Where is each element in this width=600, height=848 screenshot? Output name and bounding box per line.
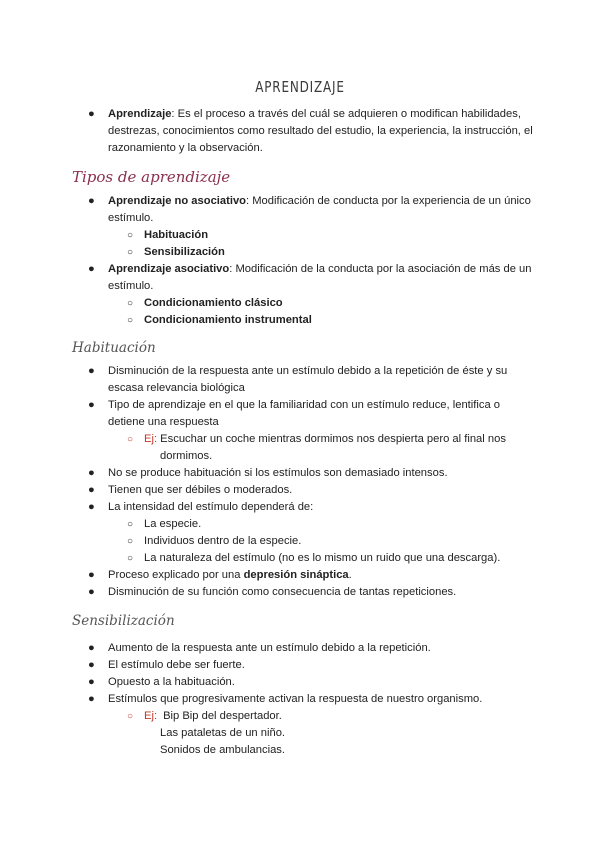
text: Proceso explicado por una [108,569,244,581]
list-item: Aumento de la respuesta ante un estímulo debido a la repetición. [108,642,431,654]
sub-bullet: ○ [127,434,134,445]
list-item: Disminución de su función como consecuencia de tantas repeticiones. [108,586,457,598]
example-text: Bip Bip del despertador. [163,710,282,722]
term: depresión sináptica [243,569,349,581]
example-label: Ej: [144,433,158,445]
example-text: Escuchar un coche mientras dormimos nos despierta pero al final nos [157,433,506,445]
bullet: ● [88,586,95,598]
sub-bullet: ○ [127,711,134,722]
list-item: Tienen que ser débiles o moderados. [108,484,293,496]
list-item: Disminución de la respuesta ante un estímulo debido a la repetición de éste y su [108,365,508,377]
sub-item: Individuos dentro de la especie. [144,535,302,547]
text: : Modificación de la conducta por la asociación de más de un [229,263,532,275]
list-item: Opuesto a la habituación. [108,676,235,688]
term: Aprendizaje asociativo [108,263,230,275]
sub-bullet: ○ [127,553,134,564]
example-line-cont: dormimos. [160,450,213,462]
list-item [108,567,538,584]
sub-bullet: ○ [127,536,134,547]
sub-item: Condicionamiento instrumental [144,314,312,326]
bullet: ● [88,501,95,513]
list-item [108,261,538,278]
list-item: Tipo de aprendizaje en el que la familiaridad con un estímulo reduce, lentifica o [108,399,501,411]
example-line-cont: Las pataletas de un niño. [160,727,286,739]
sub-bullet: ○ [127,230,134,241]
section-heading-habituacion: Habituación [72,340,156,356]
sub-item: Sensibilización [144,246,225,258]
bullet: ● [88,484,95,496]
bullet: ● [88,195,95,207]
list-item: Estímulos que progresivamente activan la respuesta de nuestro organismo. [108,693,483,705]
sub-bullet: ○ [127,247,134,258]
section-heading-tipos: Tipos de aprendizaje [72,168,231,186]
example-label: Ej: [144,710,158,722]
text: . [348,569,352,581]
definition-text: : Es el proceso a través del cuál se adquieren o modifican habilidades, [171,108,521,120]
list-item: No se produce habituación si los estímulos son demasiado intensos. [108,467,448,479]
bullet: ● [88,569,95,581]
sub-item: La naturaleza del estímulo (no es lo mismo un ruido que una descarga). [144,552,501,564]
bullet: ● [88,642,95,654]
list-item-cont: estímulo. [108,280,154,292]
section-heading-sensibilizacion: Sensibilización [72,613,175,629]
list-item: La intensidad del estímulo dependerá de: [108,501,314,513]
list-item [108,193,538,210]
bullet: ● [88,467,95,479]
bullet: ● [88,399,95,411]
definition-line [108,106,538,123]
text: : Modificación de conducta por la experiencia de un único [246,195,531,207]
sub-item: La especie. [144,518,202,530]
page-title: APRENDIZAJE [255,78,345,96]
bullet: ● [88,659,95,671]
bullet: ● [88,365,95,377]
definition-term: Aprendizaje [108,108,172,120]
definition-line: razonamiento y la observación. [108,142,263,154]
list-item-cont: escasa relevancia biológica [108,382,245,394]
example-line [144,431,544,448]
bullet: ● [88,676,95,688]
term: Aprendizaje no asociativo [108,195,247,207]
sub-item: Habituación [144,229,209,241]
list-item-cont: detiene una respuesta [108,416,219,428]
bullet: ● [88,108,95,120]
definition-line: destrezas, conocimientos como resultado del estudio, la experiencia, la instrucción, el [108,125,533,137]
example-line-cont: Sonidos de ambulancias. [160,744,286,756]
list-item-cont: estímulo. [108,212,154,224]
sub-bullet: ○ [127,315,134,326]
bullet: ● [88,263,95,275]
list-item: El estímulo debe ser fuerte. [108,659,245,671]
example-line [144,708,544,725]
bullet: ● [88,693,95,705]
sub-bullet: ○ [127,519,134,530]
sub-bullet: ○ [127,298,134,309]
sub-item: Condicionamiento clásico [144,297,283,309]
